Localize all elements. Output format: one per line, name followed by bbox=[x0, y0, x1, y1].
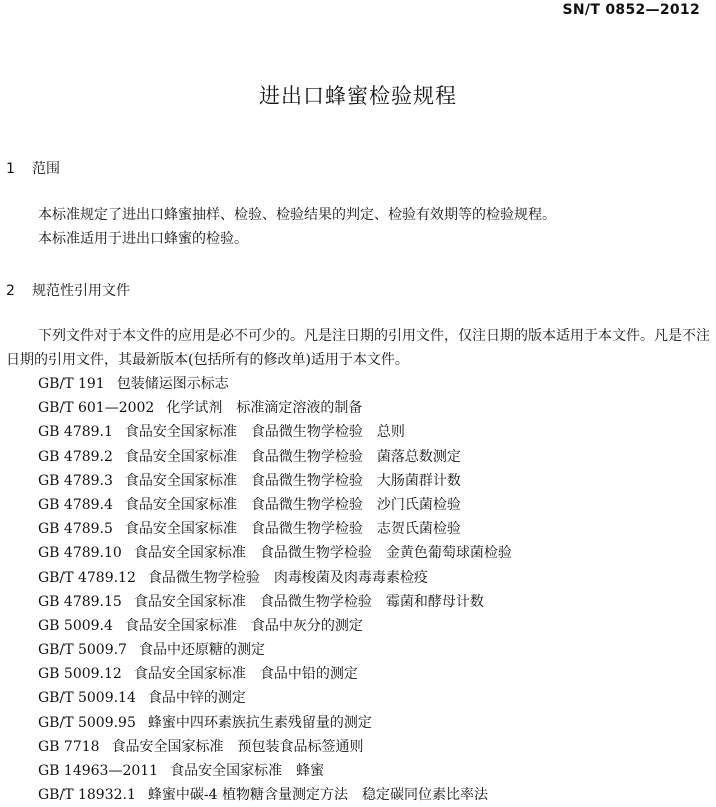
reference-item bbox=[38, 735, 512, 759]
reference-title: 食品安全国家标准 食品微生物学检验 沙门氏菌检验 bbox=[124, 496, 461, 513]
reference-item bbox=[38, 614, 512, 638]
reference-title: 蜂蜜中四环素族抗生素残留量的测定 bbox=[147, 714, 372, 731]
scope-paragraph-2: 本标准适用于进出口蜂蜜的检验。 bbox=[38, 231, 248, 247]
document-title: 进出口蜂蜜检验规程 bbox=[259, 84, 457, 108]
reference-item bbox=[38, 711, 512, 735]
reference-code: GB 5009.4 bbox=[38, 617, 113, 634]
references-intro-text: 下列文件对于本文件的应用是必不可少的。凡是注日期的引用文件，仅注日期的版本适用于本文件。凡是不注日期的引用文件，其最新版本(包括所有的修改单)适用于本文件。 bbox=[6, 328, 710, 368]
reference-title: 包装储运图示标志 bbox=[116, 376, 229, 392]
reference-code: GB 4789.4 bbox=[38, 496, 113, 513]
section-2-title: 规范性引用文件 bbox=[32, 283, 130, 299]
reference-item bbox=[38, 662, 512, 686]
reference-title: 食品中锌的测定 bbox=[147, 690, 246, 707]
reference-item bbox=[38, 566, 512, 590]
reference-code: GB 4789.15 bbox=[38, 593, 122, 610]
reference-item bbox=[38, 445, 512, 469]
reference-code: GB/T 601—2002 bbox=[38, 400, 155, 417]
reference-list bbox=[38, 372, 512, 807]
standard-code: SN/T 0852—2012 bbox=[562, 2, 700, 18]
reference-code: GB 7718 bbox=[38, 738, 100, 755]
reference-code: GB 14963—2011 bbox=[38, 763, 159, 779]
reference-item bbox=[38, 396, 512, 420]
reference-code: GB/T 18932.1 bbox=[38, 787, 136, 804]
reference-item bbox=[38, 372, 512, 396]
reference-code: GB/T 5009.7 bbox=[38, 642, 127, 659]
reference-item bbox=[38, 759, 512, 783]
reference-title: 食品安全国家标准 食品微生物学检验 大肠菌群计数 bbox=[124, 472, 461, 489]
reference-item bbox=[38, 686, 512, 710]
reference-title: 食品安全国家标准 食品中铅的测定 bbox=[133, 666, 358, 683]
reference-code: GB 4789.10 bbox=[38, 545, 122, 562]
reference-item bbox=[38, 420, 512, 444]
reference-title: 食品安全国家标准 食品微生物学检验 菌落总数测定 bbox=[124, 448, 461, 465]
reference-title: 食品微生物学检验 肉毒梭菌及肉毒毒素检疫 bbox=[147, 569, 428, 586]
reference-code: GB 4789.3 bbox=[38, 472, 113, 489]
section-2-heading bbox=[6, 280, 130, 300]
reference-code: GB 4789.1 bbox=[38, 424, 113, 441]
reference-title: 化学试剂 标准滴定溶液的制备 bbox=[166, 400, 363, 417]
reference-title: 食品安全国家标准 蜂蜜 bbox=[170, 763, 325, 779]
reference-code: GB 4789.2 bbox=[38, 448, 113, 465]
reference-code: GB 5009.12 bbox=[38, 666, 122, 683]
reference-item bbox=[38, 590, 512, 614]
section-1-title: 范围 bbox=[32, 161, 60, 177]
reference-title: 食品安全国家标准 食品微生物学检验 霉菌和酵母计数 bbox=[133, 593, 484, 610]
reference-item bbox=[38, 541, 512, 565]
reference-title: 食品安全国家标准 预包装食品标签通则 bbox=[111, 738, 364, 755]
section-1-heading bbox=[6, 158, 60, 178]
reference-item bbox=[38, 638, 512, 662]
reference-title: 食品安全国家标准 食品中灰分的测定 bbox=[124, 617, 363, 634]
reference-title: 食品安全国家标准 食品微生物学检验 金黄色葡萄球菌检验 bbox=[133, 545, 512, 562]
reference-title: 食品安全国家标准 食品微生物学检验 总则 bbox=[124, 424, 405, 441]
section-1-number: 1 bbox=[6, 161, 15, 177]
reference-item bbox=[38, 469, 512, 493]
reference-title: 食品中还原糖的测定 bbox=[138, 642, 265, 659]
reference-code: GB/T 4789.12 bbox=[38, 569, 136, 586]
references-intro bbox=[6, 324, 711, 372]
reference-code: GB/T 5009.95 bbox=[38, 714, 136, 731]
scope-paragraph-1: 本标准规定了进出口蜂蜜抽样、检验、检验结果的判定、检验有效期等的检验规程。 bbox=[38, 207, 556, 223]
reference-code: GB 4789.5 bbox=[38, 521, 113, 538]
reference-code: GB/T 191 bbox=[38, 376, 105, 392]
reference-item bbox=[38, 517, 512, 541]
reference-item bbox=[38, 783, 512, 807]
reference-title: 食品安全国家标准 食品微生物学检验 志贺氏菌检验 bbox=[124, 521, 461, 538]
reference-title: 蜂蜜中碳-4 植物糖含量测定方法 稳定碳同位素比率法 bbox=[147, 787, 488, 804]
section-2-number: 2 bbox=[6, 283, 15, 299]
reference-code: GB/T 5009.14 bbox=[38, 690, 136, 707]
reference-item bbox=[38, 493, 512, 517]
